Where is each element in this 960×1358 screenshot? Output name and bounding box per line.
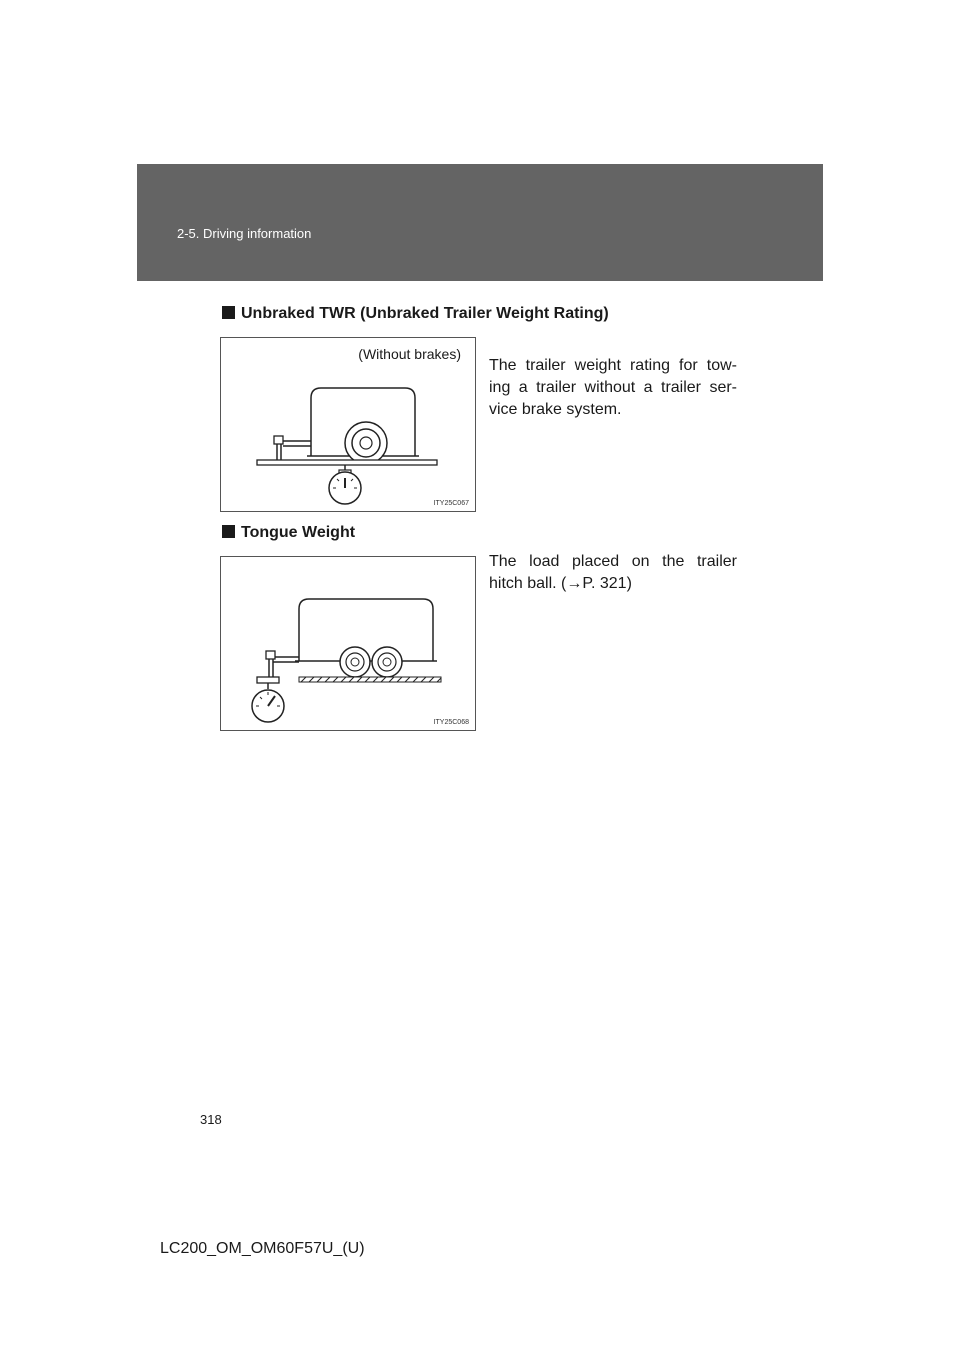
paragraph-line: The load placed on the trailer <box>489 553 737 570</box>
heading-text: Unbraked TWR (Unbraked Trailer Weight Rating) <box>241 305 609 322</box>
paragraph-line: vice brake system. <box>489 401 622 418</box>
heading-text: Tongue Weight <box>241 524 356 541</box>
square-bullet-icon <box>222 306 235 319</box>
square-bullet-icon <box>222 525 235 538</box>
figure-code: ITY25C067 <box>433 500 469 507</box>
tongue-weight-illustration <box>221 557 477 732</box>
document-code: LC200_OM_OM60F57U_(U) <box>160 1240 365 1257</box>
trailer-scale-illustration <box>221 338 477 513</box>
page-number: 318 <box>200 1112 222 1127</box>
section-heading-tongue-weight <box>222 524 355 542</box>
figure-code: ITY25C068 <box>433 719 469 726</box>
paragraph-line: hitch ball. (→P. 321) <box>489 575 632 592</box>
figure-note: (Without brakes) <box>358 346 461 362</box>
figure-unbraked-trailer <box>220 337 476 512</box>
figure-tongue-weight <box>220 556 476 731</box>
section-title: 2-5. Driving information <box>177 226 312 241</box>
paragraph-line: ing a trailer without a trailer ser- <box>489 379 737 396</box>
section-heading-unbraked-twr <box>222 305 609 323</box>
description-unbraked-twr <box>489 355 737 421</box>
header-band <box>137 164 823 281</box>
description-tongue-weight <box>489 551 737 595</box>
paragraph-line: The trailer weight rating for tow- <box>489 357 737 374</box>
